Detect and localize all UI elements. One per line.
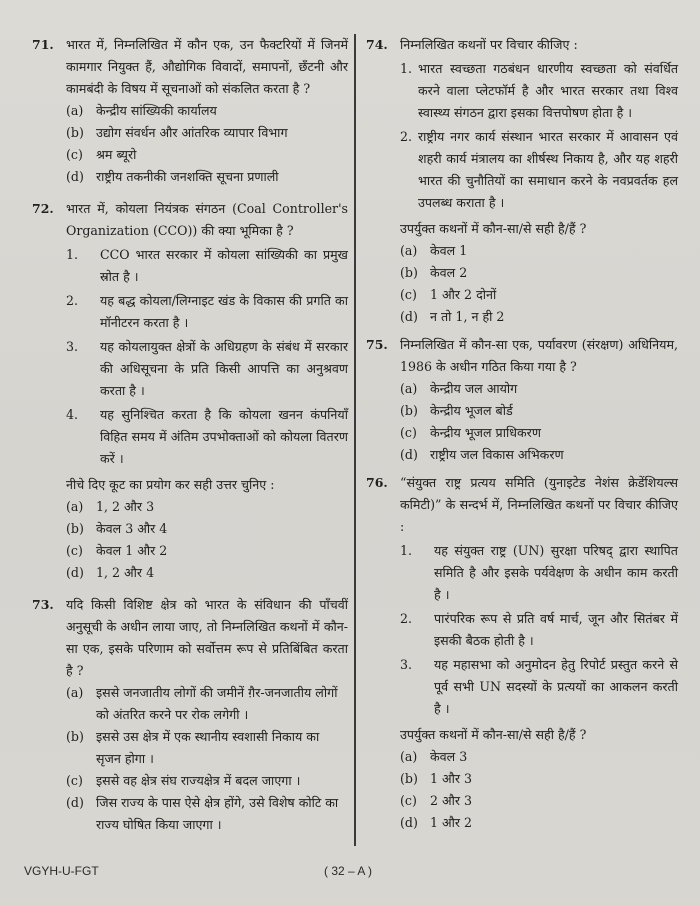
option-d (400, 812, 678, 834)
option-c (66, 144, 348, 166)
statement-1 (400, 58, 678, 124)
option-label: (d) (66, 169, 84, 184)
page-number: ( 32 – A ) (324, 864, 373, 878)
column-divider (354, 34, 356, 846)
option-label: (c) (66, 543, 83, 558)
option-text: राष्ट्रीय जल विकास अभिकरण (430, 447, 564, 462)
statement-3 (66, 336, 348, 402)
option-a (400, 240, 678, 262)
statement-3 (400, 654, 678, 720)
question-prompt: नीचे दिए कूट का प्रयोग कर सही उत्तर चुनिए : (66, 477, 275, 492)
option-label: (a) (66, 685, 84, 700)
question-71 (32, 34, 348, 188)
option-b (66, 726, 348, 770)
option-label: (a) (400, 243, 418, 258)
option-label: (d) (66, 795, 84, 810)
option-label: (d) (400, 447, 418, 462)
option-d (400, 306, 678, 328)
option-c (400, 422, 678, 444)
option-text: केवल 3 और 4 (96, 521, 168, 536)
question-text: निम्नलिखित में कौन-सा एक, पर्यावरण (संरक्षण) अधिनियम, 1986 के अधीन गठित किया गया है ? (400, 337, 678, 374)
option-label: (d) (400, 309, 418, 324)
option-label: (b) (66, 729, 84, 744)
statement-text: यह संयुक्त राष्ट्र (UN) सुरक्षा परिषद् द्वारा स्थापित समिति है और इसके पर्यवेक्षण के अधीन काम करती है । (434, 543, 678, 602)
option-label: (a) (66, 499, 84, 514)
question-74 (366, 34, 678, 328)
option-text: 1 और 2 (430, 815, 473, 830)
option-text: केन्द्रीय सांख्यिकी कार्यालय (96, 103, 217, 118)
option-b (400, 262, 678, 284)
option-text: इससे उस क्षेत्र में एक स्थानीय स्वशासी निकाय का सृजन होगा । (96, 729, 320, 766)
option-c (400, 790, 678, 812)
option-text: 1 और 3 (430, 771, 473, 786)
statement-text: यह सुनिश्चित करता है कि कोयला खनन कंपनियाँ विहित समय में अंतिम उपभोक्ताओं को कोयला वितरण करें । (100, 407, 348, 466)
statement-number: 1. (66, 247, 79, 262)
question-text: भारत में, निम्नलिखित में कौन एक, उन फैक्टरियों में जिनमें कामगार नियुक्त हैं, औद्योगिक विवादों, समापनों, छँटनी और कामबंदी के विषय में सूचनाओं को संकलित करता है ? (66, 37, 348, 96)
question-text: भारत में, कोयला नियंत्रक संगठन (Coal Controller's Organization (CCO)) की क्या भूमिका है ? (66, 201, 348, 238)
option-label: (d) (400, 815, 418, 830)
option-text: केवल 2 (430, 265, 468, 280)
statement-text: यह कोयलायुक्त क्षेत्रों के अधिग्रहण के संबंध में सरकार की अधिसूचना के प्रति किसी आपत्ति का अनुश्रवण करता है । (100, 339, 348, 398)
statement-4 (66, 404, 348, 470)
statement-number: 3. (400, 657, 413, 672)
statement-number: 1. (400, 61, 413, 76)
statement-number: 2. (66, 293, 79, 308)
option-text: उद्योग संवर्धन और आंतरिक व्यापार विभाग (96, 125, 288, 140)
option-text: केन्द्रीय भूजल प्राधिकरण (430, 425, 541, 440)
option-label: (b) (400, 265, 418, 280)
option-text: श्रम ब्यूरो (96, 147, 137, 162)
option-text: जिस राज्य के पास ऐसे क्षेत्र होंगे, उसे विशेष कोटि का राज्य घोषित किया जाएगा । (96, 795, 339, 832)
statement-text: पारंपरिक रूप से प्रति वर्ष मार्च, जून और सितंबर में इसकी बैठक होती है । (434, 611, 678, 648)
option-text: 1 और 2 दोनों (430, 287, 497, 302)
statement-2 (400, 608, 678, 652)
option-text: इससे वह क्षेत्र संघ राज्यक्षेत्र में बदल जाएगा । (96, 773, 301, 788)
option-text: केवल 1 (430, 243, 468, 258)
option-label: (c) (400, 425, 417, 440)
option-d (66, 792, 348, 836)
option-a (66, 682, 348, 726)
question-prompt: उपर्युक्त कथनों में कौन-सा/से सही है/हैं ? (400, 727, 587, 742)
option-label: (b) (66, 125, 84, 140)
question-72 (32, 198, 348, 584)
option-label: (b) (400, 403, 418, 418)
option-c (66, 540, 348, 562)
statement-text: CCO भारत सरकार में कोयला सांख्यिकी का प्रमुख स्रोत है । (100, 247, 348, 284)
option-c (66, 770, 348, 792)
option-text: केवल 1 और 2 (96, 543, 168, 558)
statement-1 (66, 244, 348, 288)
option-text: न तो 1, न ही 2 (430, 309, 505, 324)
option-d (66, 166, 348, 188)
option-a (66, 496, 348, 518)
question-number: 75. (366, 337, 388, 352)
option-text: केवल 3 (430, 749, 468, 764)
option-label: (d) (66, 565, 84, 580)
option-label: (b) (66, 521, 84, 536)
statement-1 (400, 540, 678, 606)
statement-text: यह महासभा को अनुमोदन हेतु रिपोर्ट प्रस्तुत करने से पूर्व सभी UN सदस्यों के प्रत्ययों का आकलन करती है । (434, 657, 678, 716)
left-column (32, 34, 348, 842)
question-76 (366, 472, 678, 834)
option-label: (a) (400, 749, 418, 764)
question-number: 76. (366, 475, 388, 490)
statement-number: 2. (400, 129, 413, 144)
option-d (400, 444, 678, 466)
option-a (400, 378, 678, 400)
statement-2 (66, 290, 348, 334)
option-text: केन्द्रीय भूजल बोर्ड (430, 403, 513, 418)
statement-number: 2. (400, 611, 413, 626)
option-label: (c) (400, 287, 417, 302)
option-text: 1, 2 और 3 (96, 499, 155, 514)
option-b (66, 122, 348, 144)
statement-number: 4. (66, 407, 79, 422)
option-text: 1, 2 और 4 (96, 565, 155, 580)
statement-text: भारत स्वच्छता गठबंधन धारणीय स्वच्छता को संवर्धित करने वाला प्लेटफॉर्म है और भारत सरकार तथा विश्व स्वास्थ्य संगठन द्वारा इसका वित्तपोषण होता है । (418, 61, 678, 120)
option-text: 2 और 3 (430, 793, 473, 808)
option-label: (c) (66, 773, 83, 788)
right-column (366, 34, 678, 840)
question-prompt: उपर्युक्त कथनों में कौन-सा/से सही है/हैं ? (400, 221, 587, 236)
statement-number: 1. (400, 543, 413, 558)
option-text: राष्ट्रीय तकनीकी जनशक्ति सूचना प्रणाली (96, 169, 279, 184)
option-label: (c) (400, 793, 417, 808)
option-b (66, 518, 348, 540)
question-number: 74. (366, 37, 388, 52)
question-number: 71. (32, 37, 54, 52)
question-number: 73. (32, 597, 54, 612)
statement-2 (400, 126, 678, 214)
question-text: यदि किसी विशिष्ट क्षेत्र को भारत के संविधान की पाँचवीं अनुसूची के अधीन लाया जाए, तो निम्नलिखित कथनों में कौन-सा एक, इसके परिणाम को सर्वोत्तम रूप से प्रतिबिंबित करता है ? (66, 597, 348, 678)
option-label: (a) (66, 103, 84, 118)
option-d (66, 562, 348, 584)
statement-number: 3. (66, 339, 79, 354)
option-text: केन्द्रीय जल आयोग (430, 381, 518, 396)
option-text: इससे जनजातीय लोगों की जमीनें ग़ैर-जनजातीय लोगों को अंतरित करने पर रोक लगेगी । (96, 685, 338, 722)
option-a (66, 100, 348, 122)
option-b (400, 400, 678, 422)
booklet-code: VGYH-U-FGT (24, 864, 99, 878)
option-c (400, 284, 678, 306)
option-label: (b) (400, 771, 418, 786)
question-75 (366, 334, 678, 466)
question-text: “संयुक्त राष्ट्र प्रत्यय समिति (युनाइटेड नेशंस क्रेडेंशियल्स कमिटी)” के सन्दर्भ में, निम्नलिखित कथनों पर विचार कीजिए : (400, 475, 678, 534)
statement-text: यह बद्ध कोयला/लिग्नाइट खंड के विकास की प्रगति का मॉनीटरन करता है । (100, 293, 348, 330)
option-a (400, 746, 678, 768)
question-number: 72. (32, 201, 54, 216)
option-b (400, 768, 678, 790)
question-73 (32, 594, 348, 836)
question-text: निम्नलिखित कथनों पर विचार कीजिए : (400, 37, 578, 52)
option-label: (a) (400, 381, 418, 396)
option-label: (c) (66, 147, 83, 162)
statement-text: राष्ट्रीय नगर कार्य संस्थान भारत सरकार में आवासन एवं शहरी कार्य मंत्रालय का शीर्षस्थ निकाय है, और यह शहरी भारत की चुनौतियों का समाधान करने के नवप्रवर्तक हल उपलब्ध कराता है । (418, 129, 678, 210)
